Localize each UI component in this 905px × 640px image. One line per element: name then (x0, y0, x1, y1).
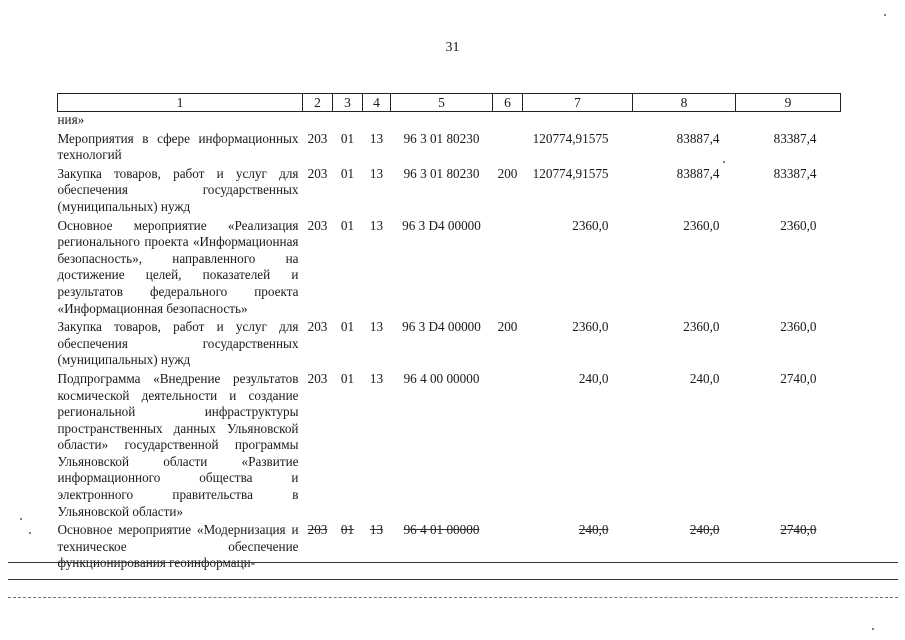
page-number: 31 (445, 40, 460, 55)
row-col-3: 01 (340, 165, 355, 181)
row-col-6 (493, 130, 523, 165)
row-amount-7: 120774,91575 (532, 130, 609, 146)
row-name: Основное мероприятие «Реализация регионального проекта «Информационная безопасность», направленного на достижение целей, показателей и результатов федерального проекта «Информационная безопасность» (57, 217, 299, 316)
row-col-6 (493, 370, 523, 521)
row-col-5: 96 3 D4 00000 (402, 217, 481, 233)
row-col-3 (333, 112, 363, 130)
row-col-4: 13 (369, 130, 384, 146)
row-col-6 (493, 217, 523, 319)
row-col-2: 203 (307, 130, 328, 146)
scan-speck (872, 628, 874, 630)
row-amount-7: 240,0 (578, 370, 609, 386)
row-name: Закупка товаров, работ и услуг для обеспечения государственных (муниципальных) нужд (57, 165, 299, 214)
scan-speck (29, 532, 31, 534)
header-col-1: 1 (58, 94, 303, 112)
row-col-5: 96 3 01 80230 (403, 165, 480, 181)
row-col-6: 200 (497, 319, 518, 335)
row-col-4: 13 (369, 217, 384, 233)
header-col-4: 4 (363, 94, 391, 112)
row-col-4: 13 (369, 522, 384, 538)
row-amount-9: 83387,4 (773, 130, 817, 146)
row-amount-8: 2360,0 (683, 319, 720, 335)
table-row (58, 521, 841, 573)
table-header-row (58, 94, 841, 112)
table-row (58, 165, 841, 217)
row-col-4: 13 (369, 370, 384, 386)
row-col-2: 203 (307, 522, 328, 538)
row-col-3: 01 (340, 217, 355, 233)
row-amount-7 (523, 112, 633, 130)
header-col-7: 7 (523, 94, 633, 112)
table-row (58, 370, 841, 521)
row-col-4: 13 (369, 165, 384, 181)
row-col-2: 203 (307, 217, 328, 233)
row-amount-8: 240,0 (689, 522, 720, 538)
row-name: Закупка товаров, работ и услуг для обеспечения государственных (муниципальных) нужд (57, 319, 299, 368)
table-row (58, 217, 841, 319)
row-amount-9 (736, 112, 841, 130)
budget-table (57, 93, 841, 573)
row-amount-8 (633, 112, 736, 130)
row-col-3: 01 (340, 522, 355, 538)
row-name: ния» (57, 112, 85, 127)
row-col-5: 96 3 D4 00000 (402, 319, 481, 335)
scan-speck (20, 518, 22, 520)
header-col-8: 8 (633, 94, 736, 112)
scan-speck (723, 161, 725, 163)
row-col-3: 01 (340, 130, 355, 146)
row-name: Основное мероприятие «Модернизация и техническое обеспечение функционирования геоинформаци- (57, 522, 299, 571)
header-col-9: 9 (736, 94, 841, 112)
row-col-3: 01 (340, 370, 355, 386)
row-col-4 (363, 112, 391, 130)
row-col-5: 96 3 01 80230 (403, 130, 480, 146)
row-amount-7: 2360,0 (572, 217, 609, 233)
row-amount-8: 2360,0 (683, 217, 720, 233)
row-amount-8: 83887,4 (676, 165, 720, 181)
row-col-6 (493, 521, 523, 573)
row-amount-9: 2360,0 (780, 319, 817, 335)
header-col-3: 3 (333, 94, 363, 112)
row-amount-8: 83887,4 (676, 130, 720, 146)
row-name: Мероприятия в сфере информационных технологий (57, 130, 299, 163)
row-col-5 (391, 112, 493, 130)
row-col-6 (493, 112, 523, 130)
row-col-2: 203 (307, 165, 328, 181)
row-amount-7: 120774,91575 (532, 165, 609, 181)
row-amount-9: 83387,4 (773, 165, 817, 181)
horizontal-rule (8, 562, 898, 563)
row-col-5: 96 4 00 00000 (403, 370, 480, 386)
scan-speck (884, 14, 886, 16)
row-name: Подпрограмма «Внедрение результатов космической деятельности и создание региональной инфраструктуры пространственных данных Ульяновской области» государственной программы Ульяновской области «Развитие информационного общества и электронного правительства в Ульяновской области» (57, 370, 299, 519)
horizontal-rule (8, 597, 898, 598)
row-amount-9: 2360,0 (780, 217, 817, 233)
table-row (58, 130, 841, 165)
row-amount-8: 240,0 (689, 370, 720, 386)
header-col-6: 6 (493, 94, 523, 112)
table-row (58, 112, 841, 130)
row-amount-9: 2740,0 (780, 522, 817, 538)
header-col-5: 5 (391, 94, 493, 112)
row-amount-7: 240,0 (578, 522, 609, 538)
horizontal-rule (8, 579, 898, 580)
table-row (58, 318, 841, 370)
row-col-5: 96 4 01 00000 (403, 522, 480, 538)
header-col-2: 2 (303, 94, 333, 112)
row-col-2 (303, 112, 333, 130)
row-col-6: 200 (497, 165, 518, 181)
row-col-3: 01 (340, 319, 355, 335)
row-col-4: 13 (369, 319, 384, 335)
row-col-2: 203 (307, 319, 328, 335)
row-amount-7: 2360,0 (572, 319, 609, 335)
row-col-2: 203 (307, 370, 328, 386)
row-amount-9: 2740,0 (780, 370, 817, 386)
